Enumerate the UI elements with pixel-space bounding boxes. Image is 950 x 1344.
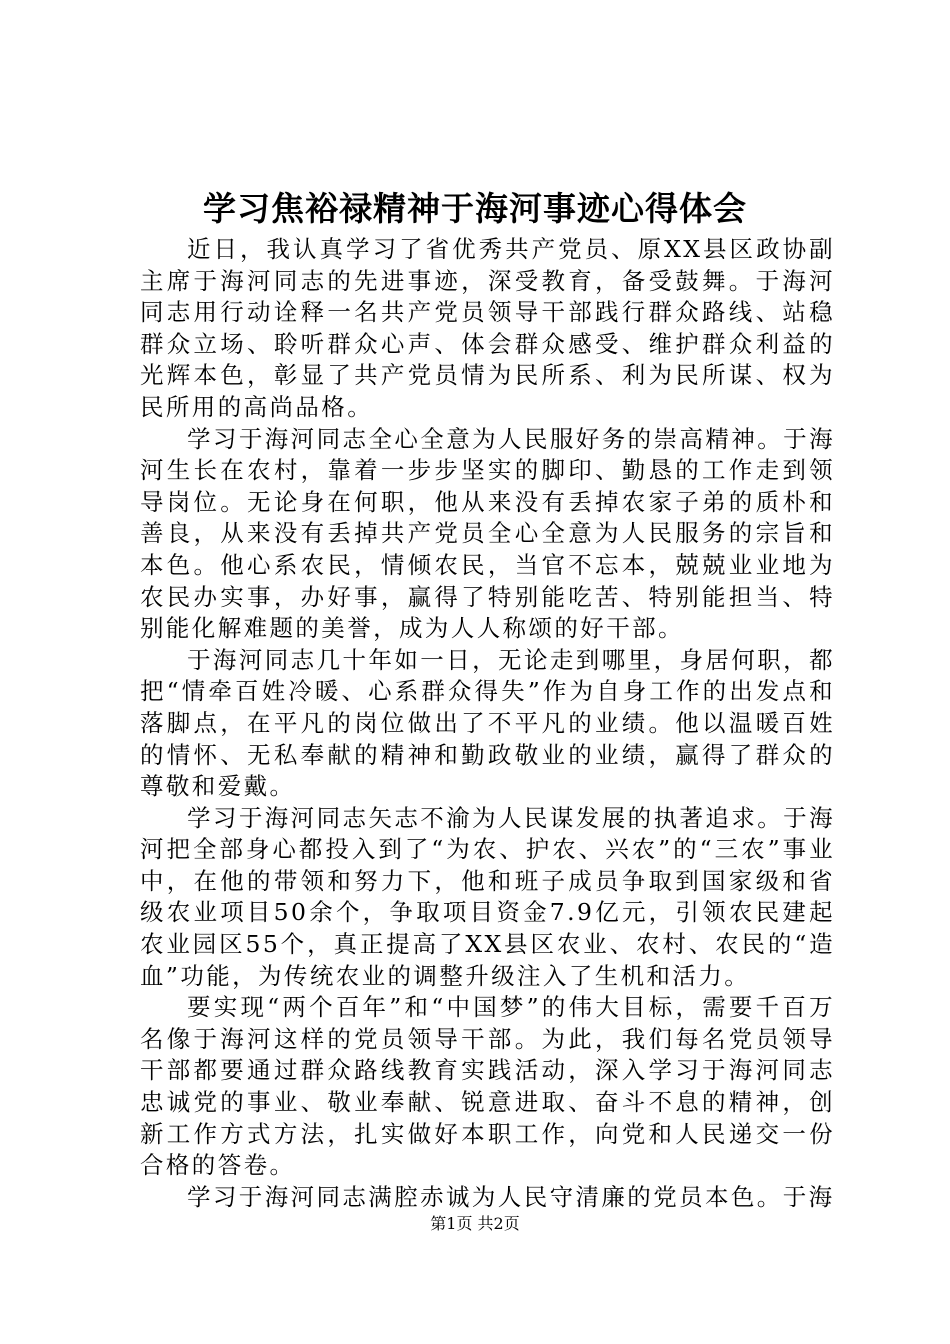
document-body [140, 234, 835, 1213]
paragraph: 学习于海河同志全心全意为人民服好务的崇高精神。于海河生长在农村，靠着一步步坚实的脚印、勤恳的工作走到领导岗位。无论身在何职，他从来没有丢掉农家子弟的质朴和善良，从来没有丢掉共产党员全心全意为人民服务的宗旨和本色。他心系农民，情倾农民，当官不忘本，兢兢业业地为农民办实事，办好事，赢得了特别能吃苦、特别能担当、特别能化解难题的美誉，成为人人称颂的好干部。 [140, 424, 835, 643]
paragraph: 学习于海河同志满腔赤诚为人民守清廉的党员本色。于海 [187, 1182, 835, 1211]
paragraph: 近日，我认真学习了省优秀共产党员、原XX县区政协副主席于海河同志的先进事迹，深受教育，备受鼓舞。于海河同志用行动诠释一名共产党员领导干部践行群众路线、站稳群众立场、聆听群众心声、体会群众感受、维护群众利益的光辉本色，彰显了共产党员情为民所系、利为民所谋、权为民所用的高尚品格。 [140, 235, 835, 421]
paragraph: 学习于海河同志矢志不渝为人民谋发展的执著追求。于海河把全部身心都投入到了“为农、护农、兴农”的“三农”事业中，在他的带领和努力下，他和班子成员争取到国家级和省级农业项目50余个，争取项目资金7.9亿元，引领农民建起农业园区55个，真正提高了XX县区农业、农村、农民的“造血”功能，为传统农业的调整升级注入了生机和活力。 [140, 803, 835, 990]
paragraph: 于海河同志几十年如一日，无论走到哪里，身居何职，都把“情牵百姓冷暖、心系群众得失”作为自身工作的出发点和落脚点，在平凡的岗位做出了不平凡的业绩。他以温暖百姓的情怀、无私奉献的精神和勤政敬业的业绩，赢得了群众的尊敬和爱戴。 [140, 645, 835, 801]
paragraph: 要实现“两个百年”和“中国梦”的伟大目标，需要千百万名像于海河这样的党员领导干部。为此，我们每名党员领导干部都要通过群众路线教育实践活动，深入学习于海河同志忠诚党的事业、敬业奉献、锐意进取、奋斗不息的精神，创新工作方式方法，扎实做好本职工作，向党和人民递交一份合格的答卷。 [140, 993, 835, 1180]
page-number-footer: 第1页 共2页 [430, 1214, 520, 1233]
document-title: 学习焦裕禄精神于海河事迹心得体会 [203, 189, 747, 228]
